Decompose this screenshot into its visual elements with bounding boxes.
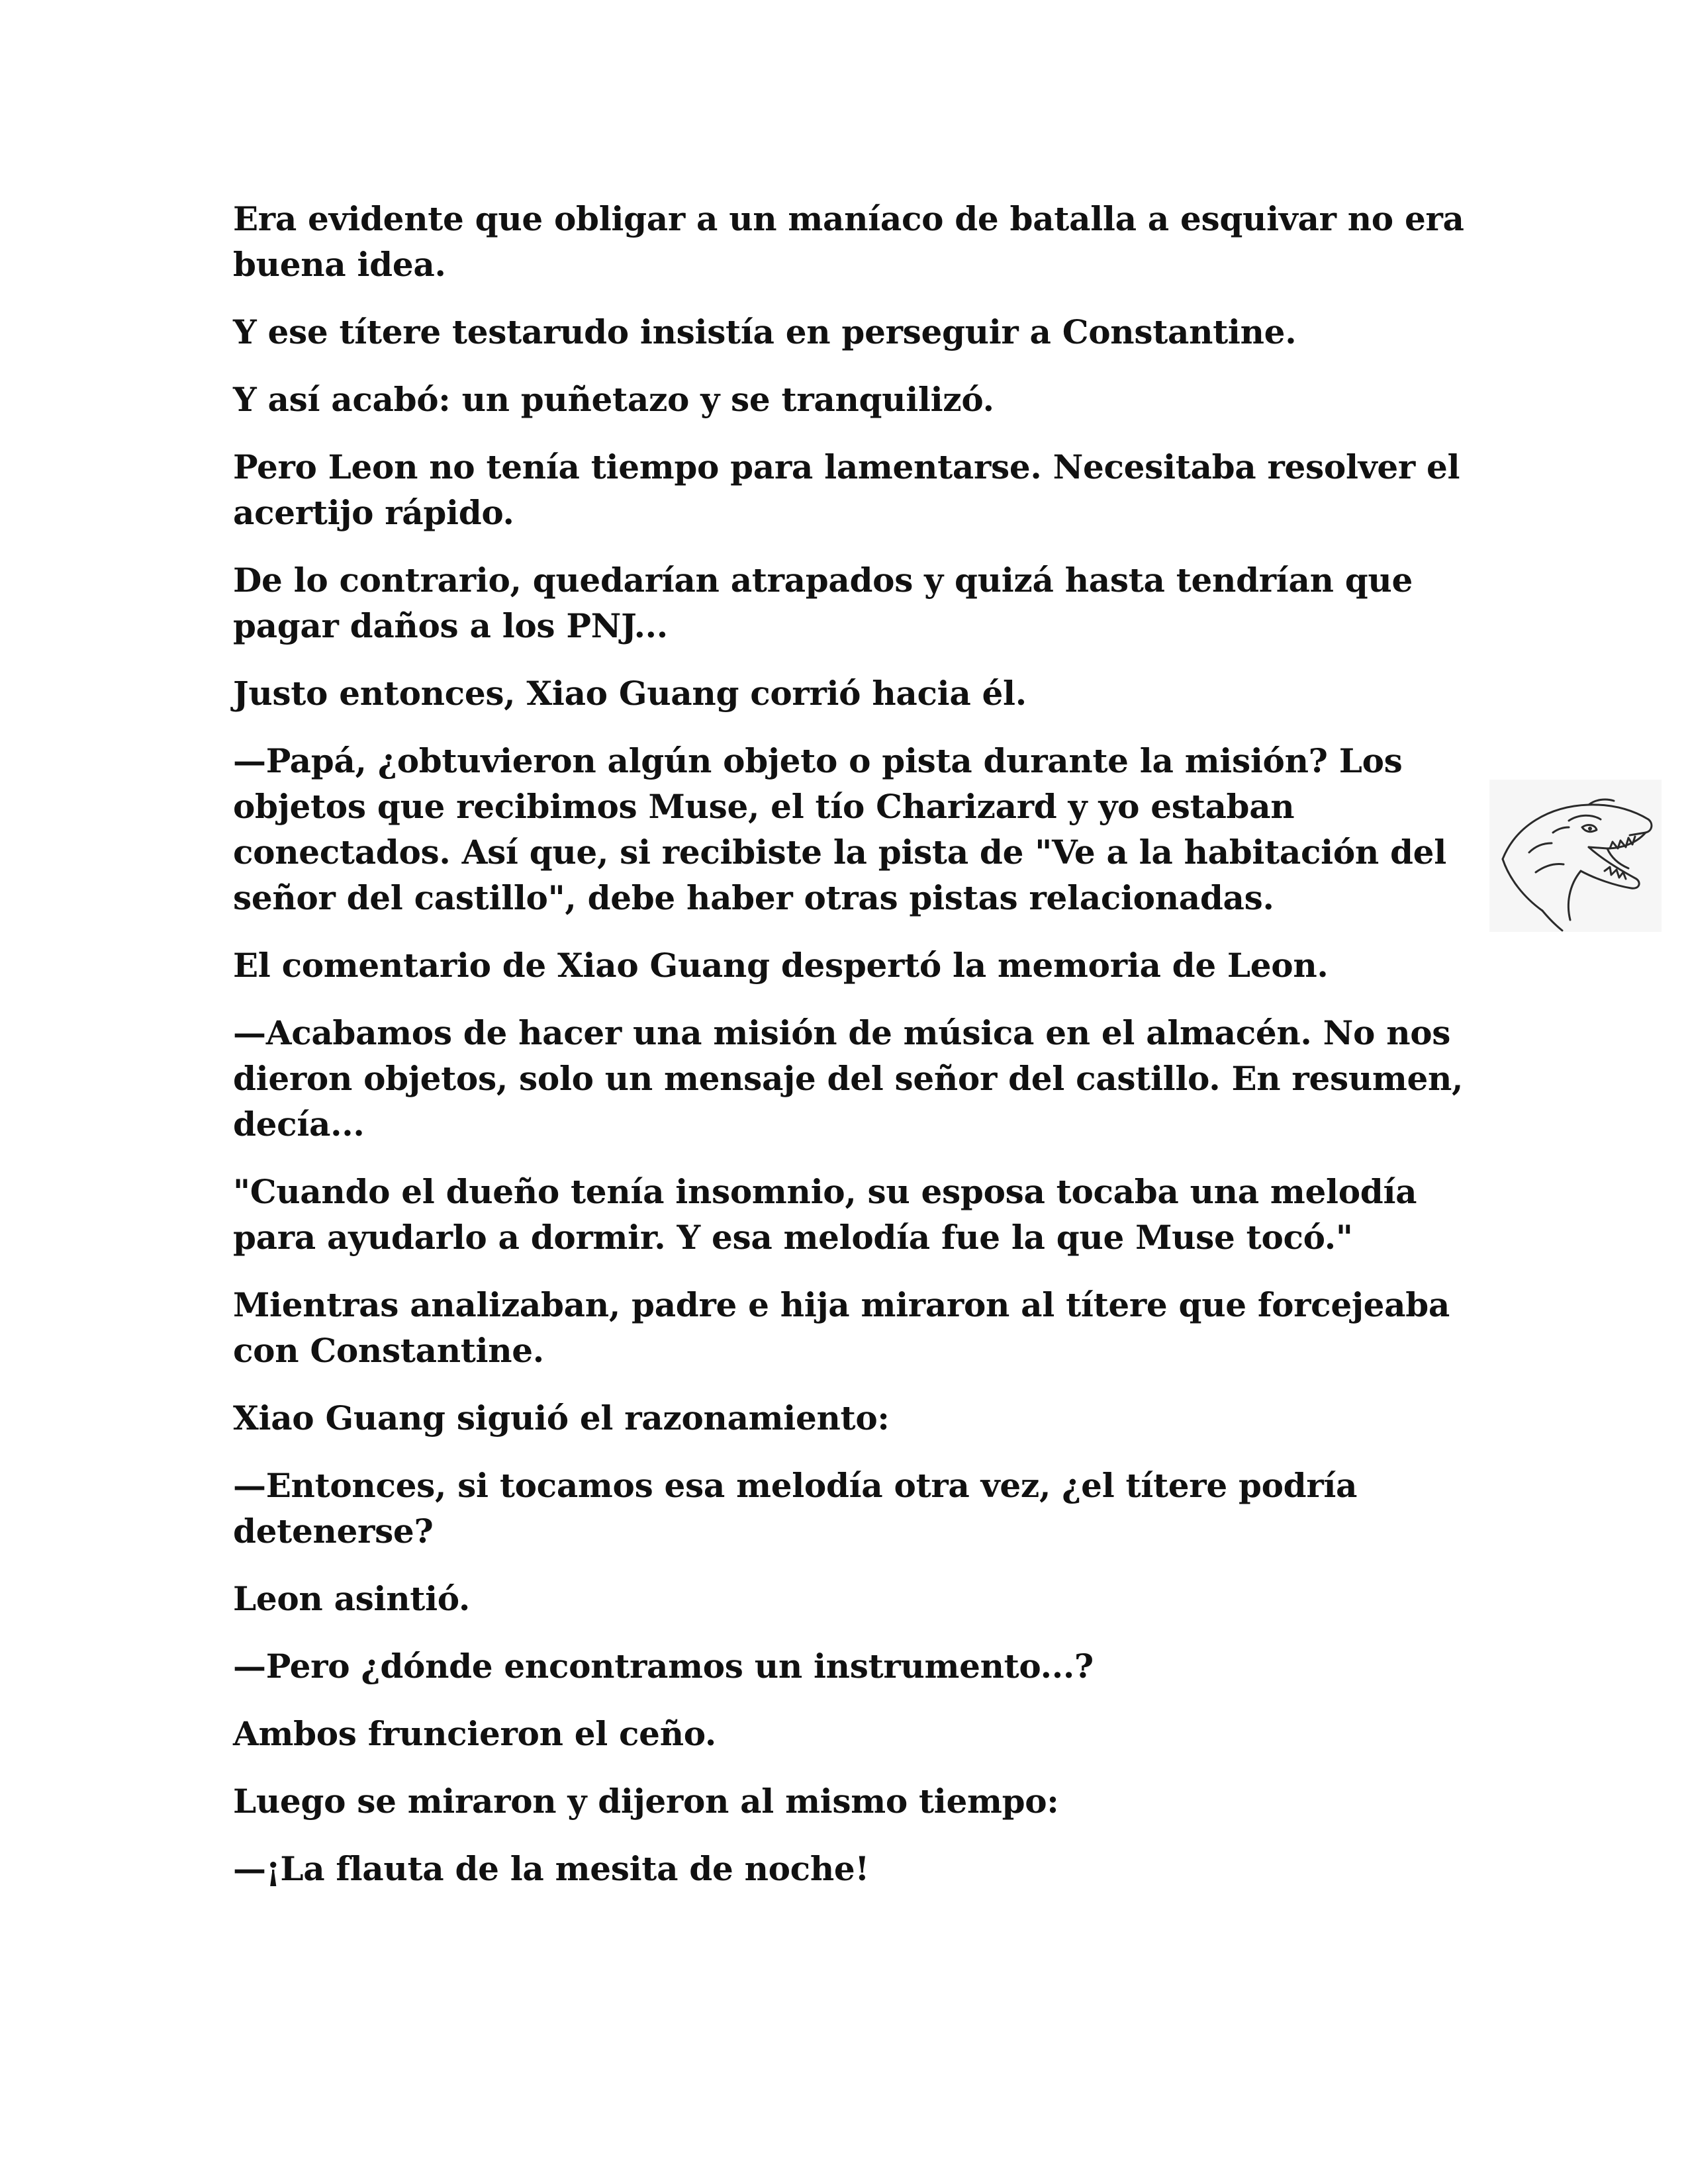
paragraph: El comentario de Xiao Guang despertó la memoria de Leon. [233,946,1329,985]
paragraph: "Cuando el dueño tenía insomnio, su esposa tocaba una melodía para ayudarlo a dormir. Y esa melodía fue la que Muse tocó." [233,1172,1417,1257]
paragraph: —Papá, ¿obtuvieron algún objeto o pista durante la misión? Los objetos que recibimos Muse, el tío Charizard y yo estaban conectados. Así que, si recibiste la pista de "Ve a la habitación del señor del castillo", debe haber otras pistas relacionadas. [233,741,1446,917]
paragraph: De lo contrario, quedarían atrapados y quizá hasta tendrían que pagar daños a los PNJ... [233,561,1413,645]
paragraph: Era evidente que obligar a un maníaco de batalla a esquivar no era buena idea. [233,199,1464,284]
paragraph: Justo entonces, Xiao Guang corrió hacia él. [233,674,1027,713]
paragraph: Y ese títere testarudo insistía en perseguir a Constantine. [233,312,1297,351]
paragraph: Ambos fruncieron el ceño. [233,1714,717,1753]
paragraph: —Pero ¿dónde encontramos un instrumento...? [233,1647,1094,1686]
dinosaur-head-icon [1489,780,1662,932]
paragraph: Mientras analizaban, padre e hija miraron al títere que forcejeaba con Constantine. [233,1285,1450,1370]
paragraph: Y así acabó: un puñetazo y se tranquilizó. [233,380,994,419]
paragraph: —Entonces, si tocamos esa melodía otra vez, ¿el títere podría detenerse? [233,1466,1358,1551]
paragraph: Luego se miraron y dijeron al mismo tiempo: [233,1782,1059,1821]
paragraph: Xiao Guang siguió el razonamiento: [233,1398,890,1437]
paragraph: Leon asintió. [233,1579,471,1618]
body-text [233,196,1484,1913]
paragraph: Pero Leon no tenía tiempo para lamentarse. Necesitaba resolver el acertijo rápido. [233,447,1460,532]
paragraph: —Acabamos de hacer una misión de música en el almacén. No nos dieron objetos, solo un mensaje del señor del castillo. En resumen, decía... [233,1013,1464,1144]
paragraph: —¡La flauta de la mesita de noche! [233,1849,870,1888]
